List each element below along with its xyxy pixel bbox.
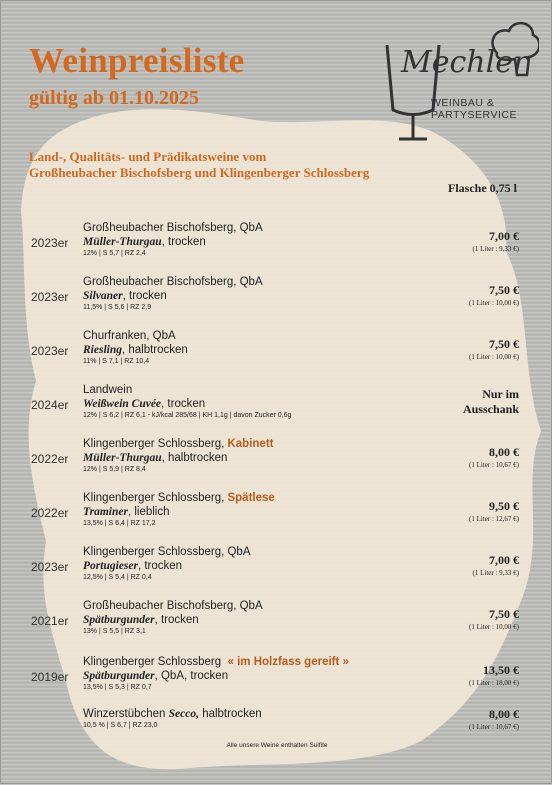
- vintage-year: 2023er: [31, 560, 69, 574]
- vintage-year: 2023er: [31, 344, 69, 358]
- wine-price: 7,00 € (1 Liter : 9,33 €): [472, 229, 519, 253]
- wine-price: 7,50 € (1 Liter : 10,00 €): [469, 337, 519, 361]
- wine-description: Klingenberger Schlossberg, QbA Portugieser, trocken 12,5% | S 5,4 | RZ 0,4: [83, 546, 251, 581]
- vintage-year: 2024er: [31, 398, 69, 412]
- wine-price: 7,50 € (1 Liter : 10,00 €): [469, 607, 519, 631]
- wine-price-availability: Nur im Ausschank: [462, 387, 519, 416]
- validity-subtitle: gültig ab 01.10.2025: [29, 87, 200, 109]
- aging-note: « im Holzfass gereift »: [227, 656, 349, 668]
- vintage-year: 2023er: [31, 236, 69, 250]
- quality-level: Spätlese: [227, 492, 275, 504]
- wine-name: Traminer: [83, 506, 128, 518]
- wine-name: Weißwein Cuvée: [83, 398, 162, 410]
- wine-price: 9,50 € (1 Liter : 12,67 €): [469, 499, 519, 523]
- wine-description: Churfranken, QbA Riesling, halbtrocken 11% | S 7,1 | RZ 10,4: [83, 330, 188, 365]
- vintage-year: 2021er: [31, 614, 69, 628]
- wine-description: Großheubacher Bischofsberg, QbA Müller-Thurgau, trocken 12% | S 5,7 | RZ 2,4: [83, 222, 263, 257]
- wine-analysis: 12,5% | S 5,4 | RZ 0,4: [83, 574, 152, 581]
- wine-name: Secco,: [168, 708, 199, 720]
- wine-price: 8,00 € (1 Liter : 10,67 €): [469, 707, 519, 731]
- column-header-bottle: Flasche 0,75 l: [448, 181, 517, 195]
- wine-price: 13,50 € (1 Liter : 18,00 €): [469, 663, 519, 687]
- wine-name: Müller-Thurgau: [83, 236, 162, 248]
- vintage-year: 2023er: [31, 290, 69, 304]
- wine-name: Müller-Thurgau: [83, 452, 162, 464]
- quality-level: Kabinett: [227, 438, 274, 450]
- wine-description: Klingenberger Schlossberg « im Holzfass gereift » Spätburgunder, QbA, trocken 13,5% | S 5,3 | RZ 0,7: [83, 656, 349, 691]
- sulfite-footnote: Alle unsere Weine enthalten Sulfite: [226, 742, 328, 749]
- wine-price: 7,00 € (1 Liter : 9,33 €): [472, 553, 519, 577]
- wine-analysis: 11,5% | S 5,6 | RZ 2,9: [83, 304, 152, 311]
- wine-analysis: 12% | S 5,7 | RZ 2,4: [83, 250, 146, 257]
- vintage-year: 2022er: [31, 452, 69, 466]
- intro-text: Land-, Qualitäts- und Prädikatsweine vom Großheubacher Bischofsberg und Klingenberger Schlossberg: [29, 149, 370, 180]
- wine-analysis: 13,5% | S 6,4 | RZ 17,2: [83, 520, 156, 527]
- wine-analysis: 12% | S 6,2 | RZ 6,1 - kJ/kcal 285/68 | KH 1,1g | davon Zucker 0,6g: [83, 412, 292, 419]
- wine-name: Riesling: [83, 344, 122, 356]
- wine-name: Portugieser: [83, 560, 138, 572]
- logo: [377, 15, 539, 145]
- wine-price: 8,00 € (1 Liter : 10,67 €): [469, 445, 519, 469]
- wine-description: Klingenberger Schlossberg, Kabinett Müller-Thurgau, halbtrocken 12% | S 5,9 | RZ 8,4: [83, 438, 274, 473]
- wine-analysis: 13,5% | S 5,3 | RZ 0,7: [83, 684, 152, 691]
- wine-description: Winzerstübchen Secco, halbtrocken 10,5 % | S 6,7 | RZ 23,0: [83, 708, 262, 729]
- vintage-year: 2022er: [31, 506, 69, 520]
- wine-analysis: 12% | S 5,9 | RZ 8,4: [83, 466, 146, 473]
- wine-glass-tree-icon: [377, 15, 539, 145]
- wine-description: Klingenberger Schlossberg, Spätlese Traminer, lieblich 13,5% | S 6,4 | RZ 17,2: [83, 492, 275, 527]
- logo-name: Mechler: [401, 45, 528, 80]
- wine-analysis: 11% | S 7,1 | RZ 10,4: [83, 358, 150, 365]
- wine-description: Großheubacher Bischofsberg, QbA Silvaner, trocken 11,5% | S 5,6 | RZ 2,9: [83, 276, 263, 311]
- wine-name: Spätburgunder: [83, 614, 155, 626]
- wine-name: Silvaner: [83, 290, 123, 302]
- wine-description: Landwein Weißwein Cuvée, trocken 12% | S 6,2 | RZ 6,1 - kJ/kcal 285/68 | KH 1,1g | davon Zucker 0,6g: [83, 384, 292, 419]
- wine-description: Großheubacher Bischofsberg, QbA Spätburgunder, trocken 13% | S 5,5 | RZ 3,1: [83, 600, 263, 635]
- wine-name: Spätburgunder: [83, 670, 155, 682]
- wine-analysis: 10,5 % | S 6,7 | RZ 23,0: [83, 722, 158, 729]
- logo-tagline: WEINBAU & PARTYSERVICE: [431, 97, 517, 121]
- wine-price: 7,50 € (1 Liter : 10,00 €): [469, 283, 519, 307]
- page-title: Weinpreisliste: [29, 41, 245, 80]
- wine-analysis: 13% | S 5,5 | RZ 3,1: [83, 628, 146, 635]
- vintage-year: 2019er: [31, 670, 69, 684]
